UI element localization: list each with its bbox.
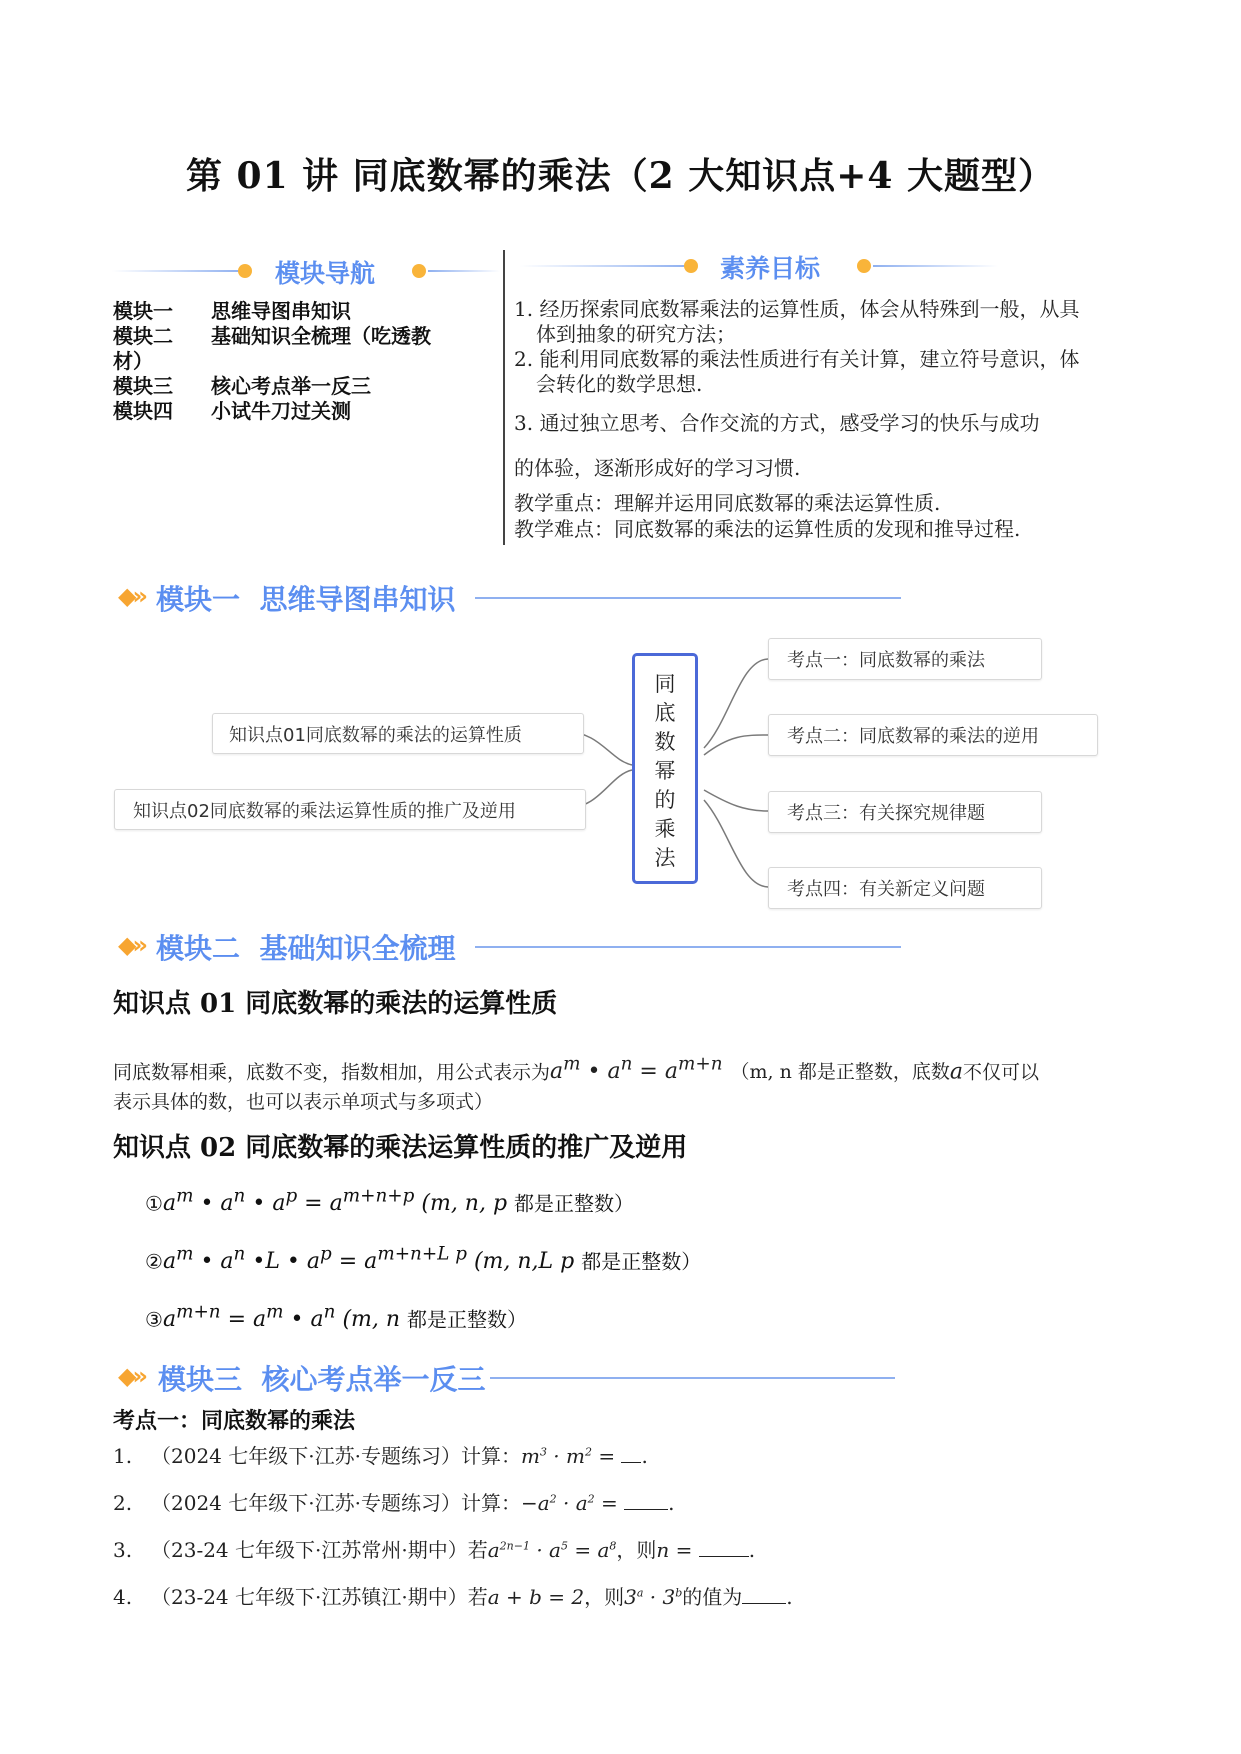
question-1: 1. （2024 七年级下·江苏·专题练习）计算：$m^3 \cdot m^2$ = . <box>113 1444 648 1468</box>
center-char-2: 底 <box>654 701 676 725</box>
mindmap-right-node-1-label: 考点一：同底数幂的乘法 <box>787 650 985 671</box>
formula-2: $②a^m$ • $a^n$ •L • $a^p = a^{m+n+L p}$ (m, n,L p 都是正整数） <box>145 1244 702 1275</box>
nav-item-1[interactable]: 模块一 思维导图串知识 <box>113 299 351 323</box>
module2-line <box>475 946 901 948</box>
module2-heading: 模块二 基础知识全梳理 <box>156 932 456 965</box>
answer-blank-3[interactable] <box>699 1538 749 1557</box>
module3-chevron-icon: ◆» <box>118 1362 144 1390</box>
page-title: 第 01 讲 同底数幂的乘法（2 大知识点+4 大题型） <box>185 155 1056 197</box>
nav-item-2[interactable]: 模块二 基础知识全梳理（吃透教 <box>113 324 431 348</box>
nav-item-2-cont: 材） <box>113 349 153 373</box>
exam-point-1-title: 考点一：同底数幂的乘法 <box>113 1409 356 1434</box>
formula-1: $①a^m$ • $a^n$ • $a^p = a^{m+n+p}$ (m, n, p 都是正整数） <box>145 1186 635 1217</box>
center-char-1: 同 <box>654 672 676 696</box>
question-2-expr: $-a^2 \cdot a^2$ = <box>520 1491 625 1515</box>
objective-2a: 2. 能利用同底数幂的乘法性质进行有关计算，建立符号意识，体 <box>514 347 1080 371</box>
knowledge-point-2-title: 知识点 02 同底数幂的乘法运算性质的推广及逆用 <box>113 1133 688 1163</box>
center-char-3: 数 <box>654 730 676 754</box>
mindmap-left-node-1[interactable] <box>212 713 584 754</box>
question-4-expr: a + b = 2 <box>487 1585 585 1609</box>
objective-1b: 体到抽象的研究方法； <box>536 322 736 346</box>
nav-heading: 模块导航 <box>275 259 376 288</box>
objective-3b: 的体验，逐渐形成好的学习习惯. <box>514 456 801 480</box>
knowledge-point-1-title: 知识点 01 同底数幂的乘法的运算性质 <box>113 989 558 1019</box>
mindmap-left-node-2-label: 知识点02同底数幂的乘法运算性质的推广及逆用 <box>133 800 516 822</box>
teaching-key: 教学重点：理解并运用同底数幂的乘法运算性质. <box>514 491 941 515</box>
center-char-4: 幂 <box>654 759 676 783</box>
center-char-5: 的 <box>654 788 676 812</box>
center-char-6: 乘 <box>654 817 676 841</box>
question-2: 2. （2024 七年级下·江苏·专题练习）计算：$-a^2 \cdot a^2$ = . <box>113 1491 675 1515</box>
nav-item-4[interactable]: 模块四 小试牛刀过关测 <box>113 399 351 423</box>
module2-chevron-icon: ◆» <box>118 931 144 959</box>
objective-2b: 会转化的数学思想. <box>536 372 703 396</box>
mindmap-right-node-1[interactable] <box>768 638 1042 680</box>
module1-heading: 模块一 思维导图串知识 <box>156 583 456 616</box>
objective-1a: 1. 经历探索同底数幂乘法的运算性质，体会从特殊到一般，从具 <box>514 297 1080 321</box>
module3-heading: 模块三 核心考点举一反三 <box>158 1363 486 1396</box>
mindmap-right-node-2[interactable] <box>768 714 1098 756</box>
question-1-expr: $m^3 \cdot m^2$ = <box>520 1444 622 1468</box>
question-4: 4. （23-24 七年级下·江苏镇江·期中）若a + b = 2，则$3^a \cdot 3^b$的值为 . <box>113 1585 793 1609</box>
mindmap-left-node-1-label: 知识点01同底数幂的乘法的运算性质 <box>229 724 522 746</box>
mindmap-right-node-4-label: 考点四：有关新定义问题 <box>787 879 985 900</box>
teaching-difficulty: 教学难点：同底数幂的乘法的运算性质的发现和推导过程. <box>514 517 1021 541</box>
center-char-7: 法 <box>654 846 676 870</box>
mindmap-left-node-2[interactable] <box>114 789 586 830</box>
mindmap-right-node-4[interactable] <box>768 867 1042 909</box>
answer-blank-1[interactable] <box>621 1444 641 1463</box>
question-3-expr: $a^{2n-1} \cdot a^5 = a^8$ <box>487 1538 617 1562</box>
nav-item-3[interactable]: 模块三 核心考点举一反三 <box>113 374 371 398</box>
module1-chevron-icon: ◆» <box>118 582 144 610</box>
answer-blank-4[interactable] <box>742 1585 786 1604</box>
formula-3: $③a^{m+n} = a^m$ • $a^n$ (m, n 都是正整数） <box>145 1302 528 1333</box>
objective-3a: 3. 通过独立思考、合作交流的方式，感受学习的快乐与成功 <box>514 411 1040 435</box>
module3-line <box>490 1377 895 1379</box>
mindmap-right-node-3-label: 考点三：有关探究规律题 <box>787 803 985 824</box>
mindmap-center-node[interactable] <box>632 653 698 884</box>
knowledge-point-1-text-cont: 表示具体的数，也可以表示单项式与多项式） <box>113 1091 494 1113</box>
question-3: 3. （23-24 七年级下·江苏常州·期中）若$a^{2n-1} \cdot a^5 = a^8$，则n = . <box>113 1538 756 1562</box>
objectives-heading: 素养目标 <box>720 254 821 283</box>
formula-main: $a^m$ • $a^n = a^{m+n}$ <box>550 1054 723 1085</box>
mindmap-right-node-2-label: 考点二：同底数幂的乘法的逆用 <box>787 726 1039 747</box>
answer-blank-2[interactable] <box>624 1491 668 1510</box>
mindmap-right-node-3[interactable] <box>768 791 1042 833</box>
knowledge-point-1-text: 同底数幂相乘，底数不变，指数相加，用公式表示为$a^m$ • $a^n = a^{m+n}$ （m, n 都是正整数，底数a不仅可以 <box>113 1054 1040 1085</box>
